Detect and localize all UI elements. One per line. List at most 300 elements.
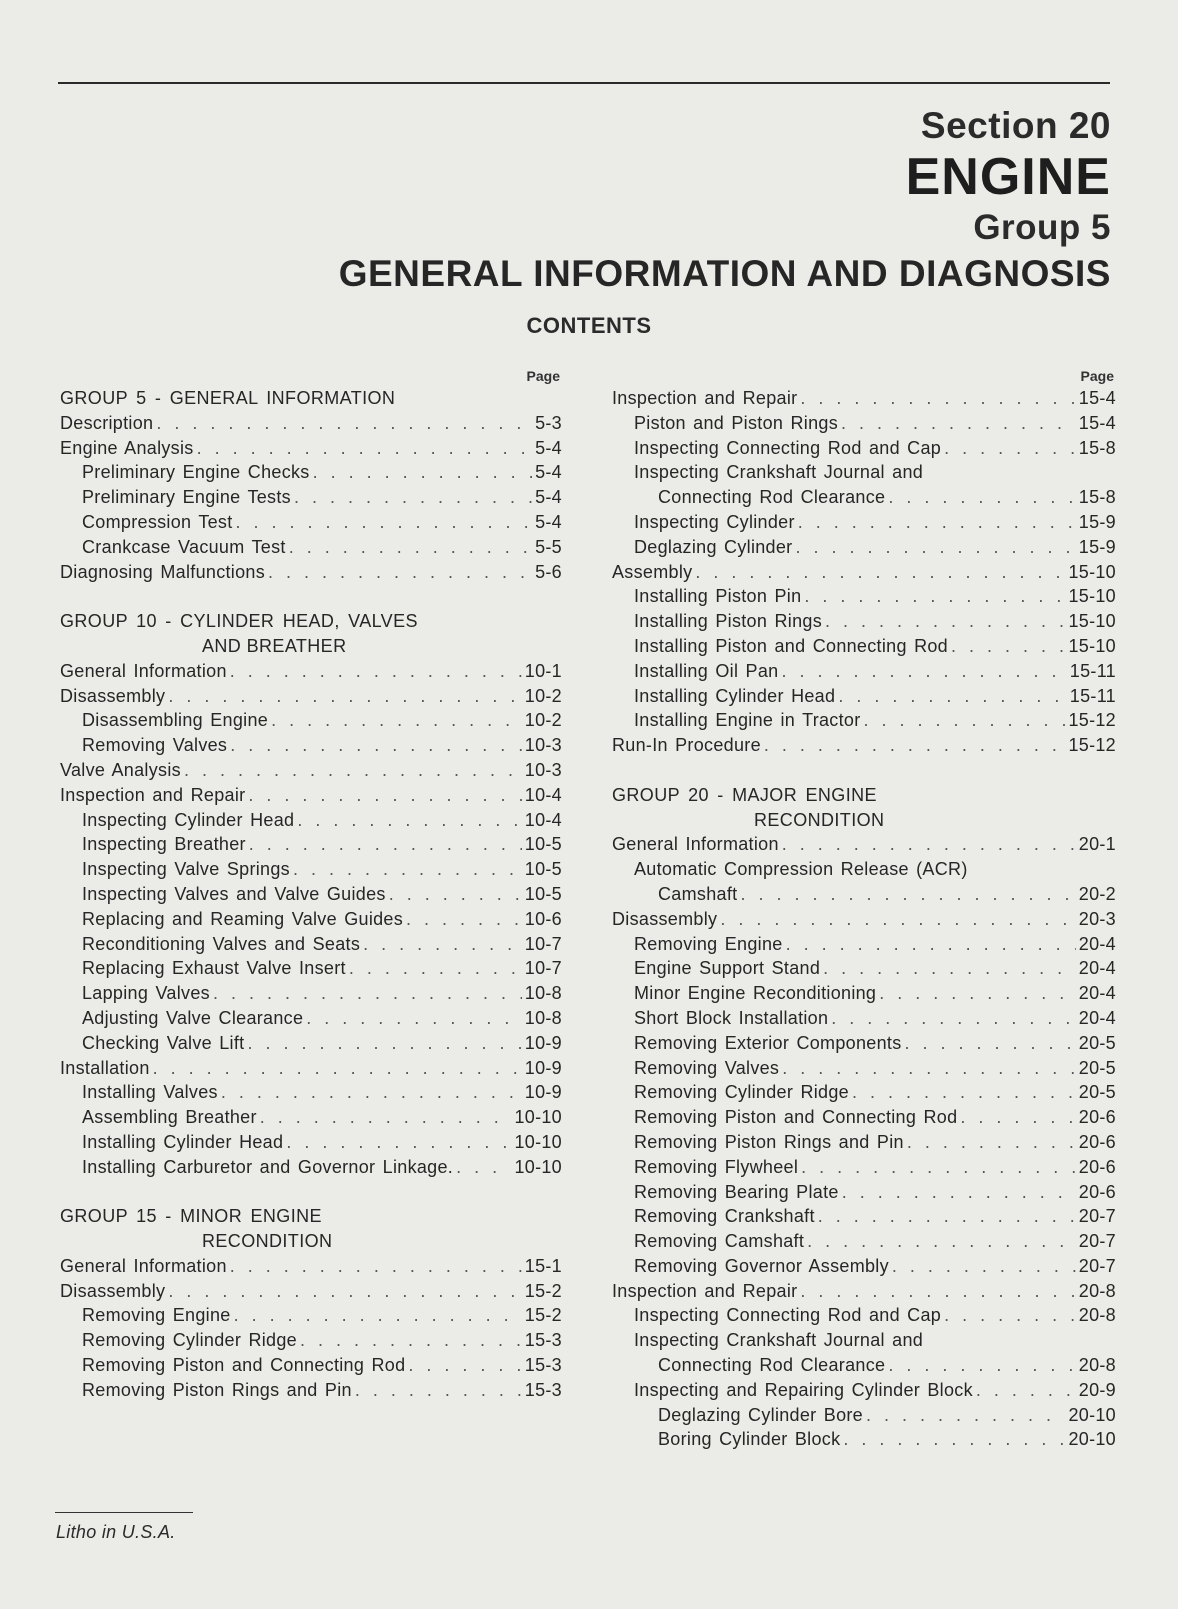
toc-entry — [60, 560, 562, 585]
dot-leader — [823, 956, 1076, 981]
dot-leader — [236, 510, 533, 535]
toc-entry — [612, 832, 1116, 857]
dot-leader — [800, 1279, 1075, 1304]
toc-entry-title: Removing Valves — [82, 735, 228, 756]
toc-entry-title: Connecting Rod Clearance — [658, 487, 886, 508]
toc-entry — [60, 659, 562, 684]
dot-leader — [260, 1105, 512, 1130]
dot-leader — [355, 1378, 522, 1403]
toc-entry — [60, 1378, 562, 1403]
toc-entry — [60, 1080, 562, 1105]
toc-entry — [60, 1006, 562, 1031]
toc-entry-title: Installing Piston Rings — [634, 611, 822, 632]
toc-entry — [60, 857, 562, 882]
toc-entry — [60, 708, 562, 733]
toc-entry-title: Connecting Rod Clearance — [658, 1355, 886, 1376]
toc-entry — [60, 907, 562, 932]
toc-entry-title: Inspecting Cylinder Head — [82, 809, 295, 830]
toc-entry-title: Inspecting and Repairing Cylinder Block — [634, 1379, 973, 1400]
toc-entry-page: 10-8 — [524, 1007, 562, 1028]
toc-entry-page: 15-10 — [1068, 586, 1116, 607]
toc-entry — [60, 1303, 562, 1328]
toc-group-list — [612, 386, 1116, 758]
dot-leader — [221, 1080, 522, 1105]
contents-left-column — [60, 366, 562, 1403]
dot-leader — [230, 733, 522, 758]
dot-leader — [247, 1031, 521, 1056]
toc-entry — [612, 634, 1116, 659]
toc-entry — [60, 411, 562, 436]
toc-entry-page: 15-9 — [1078, 536, 1116, 557]
dot-leader — [838, 684, 1066, 709]
toc-group-list — [60, 1254, 562, 1403]
title-block — [111, 104, 1111, 298]
group-number: Group 5 — [973, 208, 1111, 247]
dot-leader — [764, 733, 1066, 758]
toc-entry-page: 10-7 — [524, 933, 562, 954]
toc-entry-page: 10-4 — [524, 809, 562, 830]
toc-entry — [612, 1155, 1116, 1180]
toc-entry-title: Valve Analysis — [60, 759, 181, 780]
toc-entry-title: Engine Analysis — [60, 437, 194, 458]
toc-entry-page: 15-2 — [524, 1305, 562, 1326]
dot-leader — [294, 485, 532, 510]
toc-entry-page: 15-10 — [1068, 635, 1116, 656]
toc-entry-title: Crankcase Vacuum Test — [82, 536, 286, 557]
toc-entry — [60, 485, 562, 510]
toc-entry — [60, 932, 562, 957]
toc-entry-title: Assembly — [612, 561, 693, 582]
toc-entry — [612, 1031, 1116, 1056]
toc-entry — [60, 733, 562, 758]
dot-leader — [293, 857, 522, 882]
toc-entry — [612, 510, 1116, 535]
toc-entry-title: Replacing and Reaming Valve Guides — [82, 908, 404, 929]
toc-entry — [612, 535, 1116, 560]
toc-entry-page: 10-5 — [524, 859, 562, 880]
dot-leader — [156, 411, 532, 436]
toc-entry-title: Camshaft — [658, 883, 738, 904]
toc-entry-page: 5-5 — [535, 536, 562, 557]
toc-entry-page: 10-5 — [524, 834, 562, 855]
dot-leader — [268, 560, 532, 585]
toc-entry — [60, 684, 562, 709]
toc-entry-title: Removing Piston Rings and Pin — [634, 1131, 904, 1152]
toc-entry-title: Removing Engine — [634, 933, 783, 954]
dot-leader — [804, 584, 1065, 609]
group-subheading: RECONDITION — [202, 1231, 333, 1252]
toc-entry-title: Removing Piston Rings and Pin — [82, 1379, 352, 1400]
toc-entry — [60, 783, 562, 808]
toc-entry — [612, 1328, 1116, 1353]
toc-entry-title: Adjusting Valve Clearance — [82, 1007, 304, 1028]
toc-entry — [612, 1180, 1116, 1205]
dot-leader — [300, 1328, 522, 1353]
toc-entry-title: Disassembly — [60, 1280, 166, 1301]
dot-leader — [271, 708, 522, 733]
dot-leader — [888, 485, 1075, 510]
toc-entry-title: General Information — [612, 834, 779, 855]
dot-leader — [456, 1155, 511, 1180]
toc-entry — [60, 460, 562, 485]
dot-leader — [852, 1080, 1076, 1105]
dot-leader — [389, 882, 522, 907]
dot-leader — [888, 1353, 1075, 1378]
toc-entry-page: 15-10 — [1068, 561, 1116, 582]
toc-entry-title: Removing Camshaft — [634, 1231, 805, 1252]
dot-leader — [286, 1130, 511, 1155]
toc-entry-title: Disassembling Engine — [82, 710, 269, 731]
contents-right-column — [612, 366, 1116, 1452]
dot-leader — [786, 932, 1076, 957]
toc-group-list — [60, 659, 562, 1180]
toc-entry-title: Replacing Exhaust Valve Insert — [82, 958, 346, 979]
toc-entry-page: 20-7 — [1078, 1206, 1116, 1227]
toc-entry-title: Inspecting Crankshaft Journal and — [634, 1330, 924, 1351]
dot-leader — [782, 1056, 1076, 1081]
toc-entry-page: 15-4 — [1078, 412, 1116, 433]
toc-entry-page: 20-3 — [1078, 908, 1116, 929]
toc-entry-title: Inspection and Repair — [612, 1280, 798, 1301]
toc-entry-page: 10-5 — [524, 883, 562, 904]
toc-entry — [612, 386, 1116, 411]
toc-entry — [612, 1006, 1116, 1031]
toc-entry-page: 20-5 — [1078, 1082, 1116, 1103]
dot-leader — [825, 609, 1065, 634]
section-subject: ENGINE — [905, 148, 1111, 206]
toc-entry-page: 15-2 — [524, 1280, 562, 1301]
dot-leader — [782, 832, 1076, 857]
toc-entry — [612, 485, 1116, 510]
toc-entry-title: Preliminary Engine Checks — [82, 462, 310, 483]
toc-entry — [612, 659, 1116, 684]
toc-entry — [612, 460, 1116, 485]
toc-entry — [612, 1427, 1116, 1452]
toc-entry-title: Assembling Breather — [82, 1107, 257, 1128]
dot-leader — [960, 1105, 1075, 1130]
toc-entry — [612, 907, 1116, 932]
toc-entry-title: Disassembly — [612, 908, 718, 929]
group-heading: GROUP 5 - GENERAL INFORMATION — [60, 388, 396, 408]
toc-entry-title: Automatic Compression Release (ACR) — [634, 859, 968, 880]
section-number: Section 20 — [920, 105, 1111, 146]
toc-entry — [60, 535, 562, 560]
toc-entry-page: 5-4 — [535, 511, 562, 532]
dot-leader — [892, 1254, 1076, 1279]
toc-entry-title: Removing Exterior Components — [634, 1032, 902, 1053]
toc-entry — [612, 1279, 1116, 1304]
dot-leader — [976, 1378, 1076, 1403]
toc-entry — [612, 1080, 1116, 1105]
dot-leader — [249, 832, 522, 857]
toc-entry-title: General Information — [60, 1255, 227, 1276]
toc-entry — [612, 708, 1116, 733]
toc-entry-page: 20-7 — [1078, 1255, 1116, 1276]
dot-leader — [213, 981, 522, 1006]
dot-leader — [197, 436, 532, 461]
toc-entry-page: 20-8 — [1078, 1280, 1116, 1301]
dot-leader — [801, 1155, 1076, 1180]
toc-entry — [612, 1353, 1116, 1378]
dot-leader — [313, 460, 532, 485]
toc-entry-title: Minor Engine Reconditioning — [634, 983, 877, 1004]
toc-entry-page: 20-6 — [1078, 1131, 1116, 1152]
toc-entry-page: 15-4 — [1078, 388, 1116, 408]
dot-leader — [843, 1427, 1065, 1452]
toc-entry — [60, 1105, 562, 1130]
toc-entry-page: 20-6 — [1078, 1107, 1116, 1128]
toc-entry-title: Installing Oil Pan — [634, 660, 779, 681]
toc-entry-title: Engine Support Stand — [634, 958, 821, 979]
toc-entry-page: 15-8 — [1078, 437, 1116, 458]
dot-leader — [907, 1130, 1076, 1155]
toc-entry-page: 10-3 — [524, 735, 562, 756]
toc-entry-title: Installing Piston and Connecting Rod — [634, 635, 948, 656]
dot-leader — [349, 956, 522, 981]
dot-leader — [951, 634, 1065, 659]
group-subheading: RECONDITION — [754, 809, 885, 830]
toc-entry-page: 20-9 — [1078, 1379, 1116, 1400]
toc-entry-title: Deglazing Cylinder Bore — [658, 1404, 863, 1425]
toc-entry — [612, 1105, 1116, 1130]
toc-entry-page: 10-3 — [524, 759, 562, 780]
toc-entry-title: Removing Crankshaft — [634, 1206, 815, 1227]
toc-entry-page: 10-8 — [524, 983, 562, 1004]
toc-entry — [612, 932, 1116, 957]
toc-entry-title: Removing Governor Assembly — [634, 1255, 889, 1276]
toc-entry — [60, 436, 562, 461]
toc-entry-title: Deglazing Cylinder — [634, 536, 793, 557]
toc-entry — [612, 733, 1116, 758]
toc-entry-title: Short Block Installation — [634, 1007, 829, 1028]
toc-entry-page: 10-10 — [514, 1156, 562, 1177]
toc-entry-page: 20-1 — [1078, 834, 1116, 855]
toc-entry-page: 15-3 — [524, 1379, 562, 1400]
dot-leader — [807, 1229, 1076, 1254]
toc-entry — [60, 510, 562, 535]
dot-leader — [297, 808, 521, 833]
dot-leader — [306, 1006, 521, 1031]
toc-entry-title: Removing Piston and Connecting Rod — [634, 1107, 958, 1128]
toc-entry-title: Installing Valves — [82, 1082, 218, 1103]
toc-entry-page: 10-2 — [524, 710, 562, 731]
dot-leader — [230, 659, 522, 684]
toc-entry-page: 10-9 — [524, 1032, 562, 1053]
toc-entry — [612, 609, 1116, 634]
toc-entry — [612, 1378, 1116, 1403]
toc-entry — [60, 758, 562, 783]
toc-entry-page: 10-1 — [524, 660, 562, 681]
dot-leader — [818, 1204, 1076, 1229]
toc-entry — [60, 1130, 562, 1155]
toc-group-list — [60, 411, 562, 585]
footer-litho-note: Litho in U.S.A. — [56, 1522, 176, 1542]
dot-leader — [168, 684, 521, 709]
toc-entry-title: Installing Cylinder Head — [634, 685, 836, 706]
toc-entry-page: 15-10 — [1068, 611, 1116, 632]
toc-entry-page: 15-11 — [1069, 685, 1116, 706]
toc-entry-title: Boring Cylinder Block — [658, 1429, 841, 1450]
toc-entry — [60, 1056, 562, 1081]
dot-leader — [842, 1180, 1076, 1205]
toc-entry-page: 5-4 — [535, 487, 562, 508]
toc-entry-page: 20-8 — [1078, 1305, 1116, 1326]
toc-entry-title: Removing Flywheel — [634, 1156, 799, 1177]
toc-entry — [612, 560, 1116, 585]
dot-leader — [248, 783, 521, 808]
dot-leader — [866, 1403, 1065, 1428]
group-heading: GROUP 10 - CYLINDER HEAD, VALVES — [60, 611, 418, 632]
toc-entry — [612, 1303, 1116, 1328]
toc-entry-title: Removing Piston and Connecting Rod — [82, 1355, 406, 1376]
toc-entry-page: 20-2 — [1078, 883, 1116, 904]
toc-entry-title: Removing Valves — [634, 1057, 780, 1078]
dot-leader — [289, 535, 532, 560]
dot-leader — [944, 436, 1076, 461]
toc-entry — [60, 1155, 562, 1180]
toc-entry-title: Removing Cylinder Ridge — [634, 1082, 849, 1103]
contents-heading: CONTENTS — [526, 313, 652, 338]
dot-leader — [695, 560, 1065, 585]
toc-entry-title: Inspecting Valve Springs — [82, 859, 290, 880]
page-column-heading: Page — [1080, 368, 1114, 384]
toc-entry-title: General Information — [60, 660, 227, 681]
toc-entry-page: 20-8 — [1078, 1355, 1116, 1376]
toc-entry-title: Diagnosing Malfunctions — [60, 561, 266, 582]
group-title: GENERAL INFORMATION AND DIAGNOSIS — [338, 253, 1111, 294]
toc-entry-title: Inspecting Breather — [82, 834, 246, 855]
toc-entry-title: Installing Piston Pin — [634, 586, 802, 607]
toc-entry-title: Installing Cylinder Head — [82, 1131, 284, 1152]
toc-entry-title: Removing Bearing Plate — [634, 1181, 839, 1202]
toc-entry-title: Inspecting Cylinder — [634, 511, 795, 532]
toc-entry-page: 5-4 — [535, 462, 562, 483]
toc-entry-page: 15-8 — [1078, 487, 1116, 508]
toc-entry-title: Installation — [60, 1057, 150, 1078]
dot-leader — [184, 758, 522, 783]
toc-entry — [60, 956, 562, 981]
toc-entry — [612, 684, 1116, 709]
group-heading: GROUP 15 - MINOR ENGINE — [60, 1206, 322, 1227]
toc-entry — [60, 1353, 562, 1378]
group-heading: GROUP 20 - MAJOR ENGINE — [612, 784, 877, 805]
toc-entry — [612, 411, 1116, 436]
toc-entry-page: 10-9 — [524, 1057, 562, 1078]
top-rule — [58, 82, 1110, 84]
toc-entry-page: 10-4 — [524, 784, 562, 805]
toc-entry-title: Lapping Valves — [82, 983, 210, 1004]
toc-entry-title: Installing Carburetor and Governor Linkage. — [82, 1156, 454, 1177]
toc-entry-page: 20-4 — [1078, 983, 1116, 1004]
dot-leader — [720, 907, 1075, 932]
toc-entry-title: Run-In Procedure — [612, 735, 761, 756]
toc-entry-page: 20-5 — [1078, 1032, 1116, 1053]
toc-entry — [612, 1403, 1116, 1428]
toc-entry — [612, 857, 1116, 882]
toc-entry-title: Checking Valve Lift — [82, 1032, 245, 1053]
toc-entry-title: Inspection and Repair — [612, 388, 798, 408]
toc-entry — [612, 981, 1116, 1006]
toc-entry — [60, 808, 562, 833]
toc-entry-page: 10-7 — [524, 958, 562, 979]
toc-entry-title: Reconditioning Valves and Seats — [82, 933, 361, 954]
toc-entry — [612, 584, 1116, 609]
toc-entry-title: Disassembly — [60, 685, 166, 706]
toc-entry — [60, 981, 562, 1006]
toc-entry — [612, 882, 1116, 907]
dot-leader — [153, 1056, 522, 1081]
toc-entry-title: Installing Engine in Tractor — [634, 710, 861, 731]
toc-entry-page: 15-3 — [524, 1355, 562, 1376]
toc-entry-title: Compression Test — [82, 511, 233, 532]
toc-entry — [60, 882, 562, 907]
toc-entry-page: 15-11 — [1069, 660, 1116, 681]
toc-entry-page: 5-6 — [535, 561, 562, 582]
dot-leader — [864, 708, 1066, 733]
dot-leader — [944, 1303, 1076, 1328]
toc-entry-page: 15-12 — [1068, 710, 1116, 731]
toc-entry-page: 20-5 — [1078, 1057, 1116, 1078]
toc-entry-title: Inspection and Repair — [60, 784, 246, 805]
toc-entry — [612, 956, 1116, 981]
toc-entry-page: 10-6 — [524, 908, 562, 929]
toc-entry-page: 20-6 — [1078, 1181, 1116, 1202]
toc-entry — [612, 1130, 1116, 1155]
group-subheading: AND BREATHER — [202, 635, 347, 656]
toc-entry — [60, 1254, 562, 1279]
dot-leader — [406, 907, 522, 932]
toc-entry-page: 20-4 — [1078, 958, 1116, 979]
toc-entry-title: Removing Engine — [82, 1305, 231, 1326]
toc-entry-page: 15-9 — [1078, 511, 1116, 532]
toc-entry-page: 15-12 — [1068, 735, 1116, 756]
toc-entry-title: Description — [60, 412, 154, 433]
toc-entry-page: 15-3 — [524, 1330, 562, 1351]
dot-leader — [795, 535, 1075, 560]
toc-entry-page: 10-2 — [524, 685, 562, 706]
toc-entry — [60, 1279, 562, 1304]
toc-entry-page: 10-10 — [514, 1131, 562, 1152]
toc-entry-page: 20-4 — [1078, 933, 1116, 954]
toc-entry-page: 20-7 — [1078, 1231, 1116, 1252]
dot-leader — [234, 1303, 522, 1328]
dot-leader — [879, 981, 1076, 1006]
toc-entry — [612, 1204, 1116, 1229]
toc-entry-title: Removing Cylinder Ridge — [82, 1330, 297, 1351]
dot-leader — [831, 1006, 1075, 1031]
toc-entry — [60, 1031, 562, 1056]
toc-entry — [60, 1328, 562, 1353]
toc-entry — [612, 436, 1116, 461]
toc-entry-page: 5-4 — [535, 437, 562, 458]
toc-entry-title: Inspecting Valves and Valve Guides — [82, 883, 386, 904]
toc-entry-page: 20-6 — [1078, 1156, 1116, 1177]
dot-leader — [798, 510, 1076, 535]
toc-entry-title: Piston and Piston Rings — [634, 412, 839, 433]
toc-entry-title: Inspecting Crankshaft Journal and — [634, 462, 924, 483]
footer-rule — [55, 1512, 193, 1513]
toc-entry-title: Inspecting Connecting Rod and Cap — [634, 437, 942, 458]
toc-group-list — [612, 832, 1116, 1452]
dot-leader — [363, 932, 522, 957]
dot-leader — [740, 882, 1075, 907]
toc-entry-page: 20-10 — [1068, 1404, 1116, 1425]
dot-leader — [408, 1353, 521, 1378]
dot-leader — [168, 1279, 521, 1304]
toc-entry — [612, 1254, 1116, 1279]
dot-leader — [781, 659, 1066, 684]
dot-leader — [905, 1031, 1076, 1056]
